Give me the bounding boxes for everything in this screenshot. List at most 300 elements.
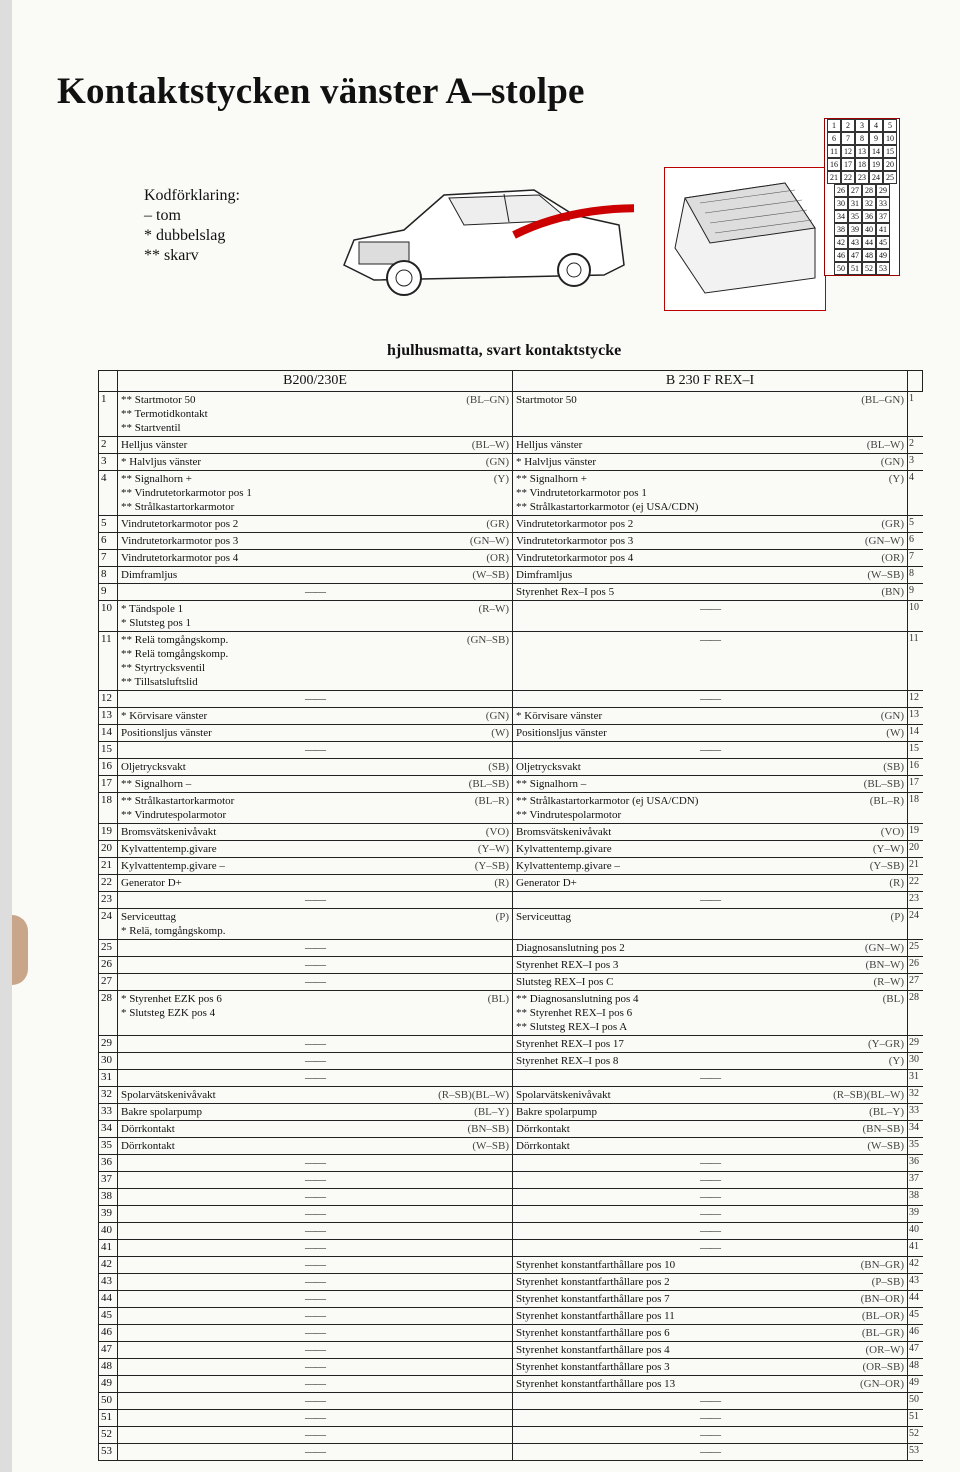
pin-number-right: 25	[908, 940, 923, 957]
empty-dash: ——	[305, 976, 325, 988]
wire-color-code: (GN–W)	[864, 535, 904, 547]
circuit-description: Styrenhet Rex–I pos 5	[516, 586, 615, 598]
table-row	[99, 454, 923, 471]
circuit-description: Bromsvätskenivåvakt	[516, 826, 612, 838]
b200-cell	[118, 1342, 513, 1359]
pin-cell: 38	[834, 223, 848, 236]
table-row	[99, 1121, 923, 1138]
b230-cell	[513, 691, 908, 708]
empty-dash: ——	[700, 1157, 720, 1169]
b200-cell	[118, 1410, 513, 1427]
wire-color-code: (GN)	[880, 710, 904, 722]
table-row	[99, 1257, 923, 1274]
b200-cell	[118, 1359, 513, 1376]
circuit-description: Kylvattentemp.givare	[121, 843, 217, 855]
pin-number: 19	[99, 824, 118, 841]
empty-dash: ——	[305, 1055, 325, 1067]
table-row	[99, 1308, 923, 1325]
b200-cell	[118, 991, 513, 1036]
b230-cell	[513, 1070, 908, 1087]
pin-number-right: 36	[908, 1155, 923, 1172]
circuit-description: Slutsteg REX–I pos C	[516, 976, 614, 988]
pin-cell: 46	[834, 249, 848, 262]
pin-number: 45	[99, 1308, 118, 1325]
wire-color-code: (R)	[494, 877, 509, 889]
pin-number: 10	[99, 601, 118, 632]
b230-cell	[513, 759, 908, 776]
circuit-description: Spolarvätskenivåvakt	[121, 1089, 216, 1101]
table-row	[99, 1342, 923, 1359]
wire-color-code: (VO)	[880, 826, 904, 838]
b230-cell	[513, 991, 908, 1036]
circuit-description: Oljetrycksvakt	[121, 761, 186, 773]
pin-number-right: 43	[908, 1274, 923, 1291]
circuit-description: Startmotor 50	[516, 394, 577, 406]
b230-cell	[513, 584, 908, 601]
table-row	[99, 708, 923, 725]
circuit-description: ** Signalhorn + ** Vindrutetorkarmotor pos 1 ** Strålkastartorkarmotor	[121, 473, 252, 513]
wire-color-code: (Y–SB)	[474, 860, 509, 872]
circuit-description: Dörrkontakt	[516, 1140, 570, 1152]
pin-number-right: 33	[908, 1104, 923, 1121]
wire-color-code: (GN)	[485, 710, 509, 722]
pin-number: 7	[99, 550, 118, 567]
pin-number-right: 4	[908, 471, 923, 516]
wire-color-code: (BN–SB)	[467, 1123, 509, 1135]
circuit-description: Generator D+	[121, 877, 182, 889]
table-row	[99, 974, 923, 991]
pin-number-right: 6	[908, 533, 923, 550]
b230-cell	[513, 841, 908, 858]
pin-number-right: 39	[908, 1206, 923, 1223]
wire-color-code: (P)	[495, 911, 509, 923]
circuit-description: ** Startmotor 50 ** Termotidkontakt ** Startventil	[121, 394, 208, 434]
pin-number: 46	[99, 1325, 118, 1342]
pin-number: 29	[99, 1036, 118, 1053]
pin-number-right: 20	[908, 841, 923, 858]
pin-cell: 49	[876, 249, 890, 262]
b230-cell	[513, 957, 908, 974]
pin-number: 48	[99, 1359, 118, 1376]
pin-number: 52	[99, 1427, 118, 1444]
table-row	[99, 1393, 923, 1410]
circuit-description: Spolarvätskenivåvakt	[516, 1089, 611, 1101]
b230-cell	[513, 1291, 908, 1308]
table-row	[99, 584, 923, 601]
empty-dash: ——	[700, 1242, 720, 1254]
pin-cell: 25	[883, 171, 897, 184]
wire-color-code: (BL–SB)	[863, 778, 904, 790]
circuit-description: * Tändspole 1 * Slutsteg pos 1	[121, 603, 191, 629]
pin-cell: 48	[862, 249, 876, 262]
b200-cell	[118, 776, 513, 793]
wire-color-code: (R–SB)(BL–W)	[438, 1089, 509, 1101]
pin-number: 39	[99, 1206, 118, 1223]
pin-cell: 5	[883, 119, 897, 132]
pin-cell: 11	[827, 145, 841, 158]
pin-cell: 42	[834, 236, 848, 249]
pin-number-right: 27	[908, 974, 923, 991]
pin-number: 21	[99, 858, 118, 875]
pin-number: 20	[99, 841, 118, 858]
circuit-description: ** Strålkastartorkarmotor (ej USA/CDN) ** Vindrutespolarmotor	[516, 795, 699, 821]
pin-cell: 8	[855, 132, 869, 145]
wire-color-code: (OR)	[881, 552, 904, 564]
b230-cell	[513, 1274, 908, 1291]
empty-dash: ——	[305, 1072, 325, 1084]
pin-cell: 40	[862, 223, 876, 236]
wire-color-code: (Y)	[888, 473, 904, 485]
b200-cell	[118, 516, 513, 533]
legend-item: * dubbelslag	[144, 227, 226, 244]
column-header-b200: B200/230E	[118, 371, 513, 392]
b230-cell	[513, 567, 908, 584]
pin-cell: 13	[855, 145, 869, 158]
empty-dash: ——	[700, 1191, 720, 1203]
wire-color-code: (OR–SB)	[862, 1361, 904, 1373]
b230-cell	[513, 1053, 908, 1070]
pin-number-right: 12	[908, 691, 923, 708]
b230-cell	[513, 776, 908, 793]
b200-cell	[118, 1376, 513, 1393]
pin-number-right: 13	[908, 708, 923, 725]
pin-number-right: 24	[908, 909, 923, 940]
pin-number: 13	[99, 708, 118, 725]
pin-cell: 30	[834, 197, 848, 210]
circuit-description: * Halvljus vänster	[121, 456, 202, 468]
pin-number-right: 23	[908, 892, 923, 909]
circuit-description: Bakre spolarpump	[121, 1106, 202, 1118]
b230-cell	[513, 1325, 908, 1342]
b230-cell	[513, 454, 908, 471]
b230-cell	[513, 1206, 908, 1223]
pin-number: 44	[99, 1291, 118, 1308]
circuit-description: Dörrkontakt	[121, 1123, 175, 1135]
circuit-description: Bakre spolarpump	[516, 1106, 597, 1118]
row-number-header	[99, 371, 118, 392]
b230-cell	[513, 793, 908, 824]
empty-dash: ——	[700, 1446, 720, 1458]
b230-cell	[513, 1427, 908, 1444]
b230-cell	[513, 974, 908, 991]
pin-cell: 4	[869, 119, 883, 132]
table-row	[99, 1155, 923, 1172]
wire-color-code: (P–SB)	[871, 1276, 904, 1288]
pin-number-right: 19	[908, 824, 923, 841]
b200-cell	[118, 1257, 513, 1274]
wire-color-code: (BL–GR)	[861, 1327, 904, 1339]
b230-cell	[513, 1087, 908, 1104]
table-row	[99, 1189, 923, 1206]
empty-dash: ——	[305, 1225, 325, 1237]
empty-dash: ——	[305, 1310, 325, 1322]
circuit-description: Styrenhet konstantfarthållare pos 10	[516, 1259, 676, 1271]
b230-cell	[513, 909, 908, 940]
table-row	[99, 1274, 923, 1291]
pin-number-right: 8	[908, 567, 923, 584]
pin-cell: 21	[827, 171, 841, 184]
table-row	[99, 1223, 923, 1240]
wire-color-code: (OR–W)	[865, 1344, 904, 1356]
pin-cell: 22	[841, 171, 855, 184]
wire-color-code: (W–SB)	[472, 1140, 509, 1152]
b200-cell	[118, 875, 513, 892]
pin-number: 2	[99, 437, 118, 454]
b200-cell	[118, 550, 513, 567]
wire-color-code: (BL–GN)	[861, 394, 904, 406]
pin-layout-grid	[824, 118, 900, 276]
pin-number-right: 47	[908, 1342, 923, 1359]
circuit-description: Helljus vänster	[121, 439, 188, 451]
pin-cell: 51	[848, 262, 862, 275]
wire-color-code: (BL–Y)	[474, 1106, 509, 1118]
b230-cell	[513, 1121, 908, 1138]
pin-number: 25	[99, 940, 118, 957]
circuit-description: Dörrkontakt	[121, 1140, 175, 1152]
pin-cell: 2	[841, 119, 855, 132]
pin-number: 16	[99, 759, 118, 776]
empty-dash: ——	[305, 1157, 325, 1169]
table-row	[99, 1376, 923, 1393]
wire-color-code: (GR)	[881, 518, 904, 530]
b200-cell	[118, 974, 513, 991]
circuit-description: Styrenhet konstantfarthållare pos 7	[516, 1293, 670, 1305]
pin-number-right: 35	[908, 1138, 923, 1155]
table-row	[99, 892, 923, 909]
pin-number-right: 42	[908, 1257, 923, 1274]
pin-cell: 45	[876, 236, 890, 249]
b230-cell	[513, 1240, 908, 1257]
circuit-description: ** Signalhorn –	[516, 778, 587, 790]
circuit-description: Styrenhet konstantfarthållare pos 4	[516, 1344, 670, 1356]
empty-dash: ——	[305, 693, 325, 705]
table-row	[99, 875, 923, 892]
pin-cell: 3	[855, 119, 869, 132]
b200-cell	[118, 940, 513, 957]
table-row	[99, 1410, 923, 1427]
empty-dash: ——	[305, 942, 325, 954]
wire-color-code: (GN–SB)	[466, 634, 509, 646]
wire-color-code: (GN–OR)	[860, 1378, 904, 1390]
b230-cell	[513, 516, 908, 533]
pin-cell: 43	[848, 236, 862, 249]
wire-color-code: (Y)	[493, 473, 509, 485]
b200-cell	[118, 584, 513, 601]
row-number-header-right	[908, 371, 923, 392]
pin-number-right: 45	[908, 1308, 923, 1325]
pin-number: 30	[99, 1053, 118, 1070]
b200-cell	[118, 1274, 513, 1291]
table-row	[99, 1172, 923, 1189]
b200-cell	[118, 1070, 513, 1087]
table-row	[99, 1325, 923, 1342]
wire-color-code: (BL)	[487, 993, 509, 1005]
wire-color-code: (GN)	[485, 456, 509, 468]
b200-cell	[118, 1206, 513, 1223]
wire-color-code: (BL–R)	[474, 795, 509, 807]
circuit-description: Vindrutetorkarmotor pos 2	[516, 518, 634, 530]
table-row	[99, 1138, 923, 1155]
pin-number-right: 40	[908, 1223, 923, 1240]
b200-cell	[118, 1240, 513, 1257]
b200-cell	[118, 1223, 513, 1240]
table-row	[99, 1087, 923, 1104]
empty-dash: ——	[700, 1395, 720, 1407]
pin-number: 31	[99, 1070, 118, 1087]
b200-cell	[118, 759, 513, 776]
pin-cell: 19	[869, 158, 883, 171]
pin-cell: 34	[834, 210, 848, 223]
circuit-description: Vindrutetorkarmotor pos 4	[516, 552, 634, 564]
pin-number: 18	[99, 793, 118, 824]
pin-cell: 7	[841, 132, 855, 145]
circuit-description: * Körvisare vänster	[121, 710, 208, 722]
empty-dash: ——	[305, 959, 325, 971]
pin-number-right: 5	[908, 516, 923, 533]
empty-dash: ——	[305, 1395, 325, 1407]
table-row	[99, 437, 923, 454]
table-row	[99, 1291, 923, 1308]
table-body	[99, 392, 923, 1461]
pin-number-right: 30	[908, 1053, 923, 1070]
table-row	[99, 471, 923, 516]
circuit-description: Serviceuttag * Relä, tomgångskomp.	[121, 911, 226, 937]
empty-dash: ——	[700, 1225, 720, 1237]
pin-cell: 33	[876, 197, 890, 210]
circuit-description: Dimframljus	[121, 569, 178, 581]
b230-cell	[513, 1189, 908, 1206]
wire-color-code: (BL–W)	[866, 439, 904, 451]
empty-dash: ——	[700, 1072, 720, 1084]
pin-cell: 12	[841, 145, 855, 158]
table-row	[99, 793, 923, 824]
wire-color-code: (BL–OR)	[861, 1310, 904, 1322]
table-row	[99, 991, 923, 1036]
pin-number: 24	[99, 909, 118, 940]
page-title: Kontaktstycken vänster A–stolpe	[57, 71, 585, 112]
circuit-description: Styrenhet konstantfarthållare pos 11	[516, 1310, 675, 1322]
pin-number-right: 51	[908, 1410, 923, 1427]
wire-color-code: (Y–SB)	[869, 860, 904, 872]
pin-number: 15	[99, 742, 118, 759]
table-row	[99, 759, 923, 776]
pin-number: 9	[99, 584, 118, 601]
b230-cell	[513, 858, 908, 875]
wire-color-code: (BL–W)	[471, 439, 509, 451]
b200-cell	[118, 1087, 513, 1104]
pin-number-right: 14	[908, 725, 923, 742]
table-row	[99, 1427, 923, 1444]
b230-cell	[513, 1444, 908, 1461]
table-row	[99, 1070, 923, 1087]
pin-number-right: 10	[908, 601, 923, 632]
b200-cell	[118, 601, 513, 632]
pin-cell: 37	[876, 210, 890, 223]
b230-cell	[513, 1172, 908, 1189]
wire-color-code: (W–SB)	[867, 569, 904, 581]
pin-number: 8	[99, 567, 118, 584]
b200-cell	[118, 841, 513, 858]
pin-cell: 18	[855, 158, 869, 171]
circuit-description: Dörrkontakt	[516, 1123, 570, 1135]
pin-number-right: 28	[908, 991, 923, 1036]
b200-cell	[118, 793, 513, 824]
b200-cell	[118, 1308, 513, 1325]
pin-number-right: 34	[908, 1121, 923, 1138]
empty-dash: ——	[305, 1361, 325, 1373]
table-row	[99, 957, 923, 974]
pin-number: 38	[99, 1189, 118, 1206]
pin-cell: 17	[841, 158, 855, 171]
table-row	[99, 691, 923, 708]
b200-cell	[118, 1053, 513, 1070]
b230-cell	[513, 824, 908, 841]
b230-cell	[513, 708, 908, 725]
wire-color-code: (P)	[890, 911, 904, 923]
b200-cell	[118, 708, 513, 725]
b230-cell	[513, 1376, 908, 1393]
table-row	[99, 909, 923, 940]
circuit-description: Styrenhet REX–I pos 3	[516, 959, 619, 971]
wire-color-code: (GN)	[880, 456, 904, 468]
empty-dash: ——	[700, 634, 720, 646]
pin-number: 3	[99, 454, 118, 471]
b230-cell	[513, 1342, 908, 1359]
b200-cell	[118, 533, 513, 550]
pin-number-right: 37	[908, 1172, 923, 1189]
circuit-description: Positionsljus vänster	[121, 727, 212, 739]
b230-cell	[513, 940, 908, 957]
circuit-description: Styrenhet REX–I pos 8	[516, 1055, 619, 1067]
code-legend	[144, 186, 240, 266]
b230-cell	[513, 1393, 908, 1410]
legend-heading: Kodförklaring:	[144, 187, 240, 204]
circuit-description: Generator D+	[516, 877, 577, 889]
empty-dash: ——	[700, 1412, 720, 1424]
table-row	[99, 1104, 923, 1121]
b230-cell	[513, 550, 908, 567]
empty-dash: ——	[305, 1344, 325, 1356]
b230-cell	[513, 892, 908, 909]
pin-number-right: 29	[908, 1036, 923, 1053]
pin-number: 33	[99, 1104, 118, 1121]
circuit-description: ** Diagnosanslutning pos 4 ** Styrenhet REX–I pos 6 ** Slutsteg REX–I pos A	[516, 993, 639, 1033]
circuit-description: Diagnosanslutning pos 2	[516, 942, 625, 954]
pin-cell: 26	[834, 184, 848, 197]
pin-number-right: 41	[908, 1240, 923, 1257]
pin-number-right: 49	[908, 1376, 923, 1393]
pin-number: 14	[99, 725, 118, 742]
pin-number-right: 46	[908, 1325, 923, 1342]
circuit-description: Helljus vänster	[516, 439, 583, 451]
b230-cell	[513, 471, 908, 516]
wire-color-code: (W–SB)	[472, 569, 509, 581]
pin-cell: 20	[883, 158, 897, 171]
table-row	[99, 632, 923, 691]
b230-cell	[513, 533, 908, 550]
pin-number: 51	[99, 1410, 118, 1427]
pin-number-right: 9	[908, 584, 923, 601]
pin-cell: 44	[862, 236, 876, 249]
circuit-description: Positionsljus vänster	[516, 727, 607, 739]
table-row	[99, 858, 923, 875]
b200-cell	[118, 1291, 513, 1308]
b200-cell	[118, 858, 513, 875]
wire-color-code: (BN–W)	[865, 959, 904, 971]
pin-cell: 16	[827, 158, 841, 171]
pin-cell: 10	[883, 132, 897, 145]
wire-color-code: (W)	[491, 727, 509, 739]
